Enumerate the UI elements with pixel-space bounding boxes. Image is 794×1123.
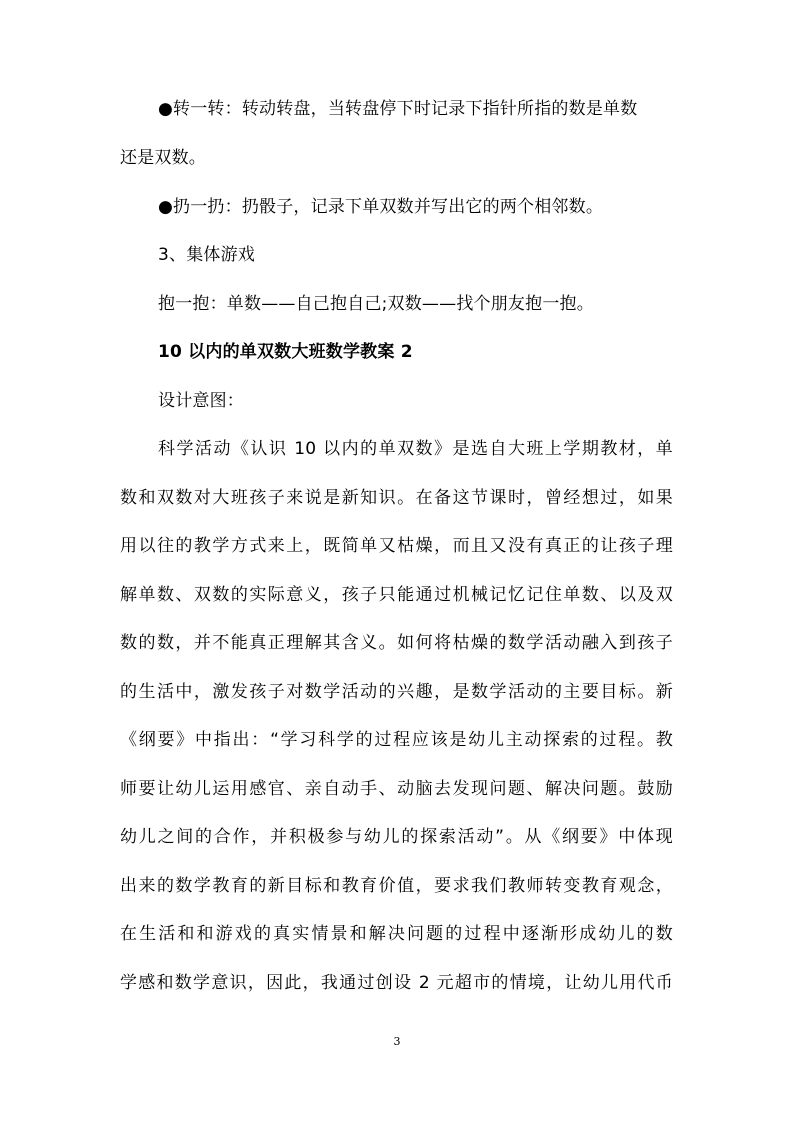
text-line: 出来的数学教育的新目标和教育价值，要求我们教师转变教育观念， — [120, 876, 673, 896]
text-line: 《纲要》中指出：“学习科学的过程应该是幼儿主动探索的过程。教 — [120, 730, 673, 750]
text-line: 数的数，并不能真正理解其含义。如何将枯燥的数学活动融入到孩子 — [120, 633, 673, 653]
page-number: 3 — [393, 1035, 401, 1048]
text-line: 科学活动《认识 10 以内的单双数》是选自大班上学期教材，单 — [158, 439, 673, 459]
text-line: 师要让幼儿运用感官、亲自动手、动脑去发现问题、解决问题。鼓励 — [120, 779, 673, 799]
text-line: 解单数、双数的实际意义，孩子只能通过机械记忆记住单数、以及双 — [120, 585, 673, 605]
section-heading: 3、集体游戏 — [158, 245, 256, 265]
text-line: ●扔一扔：扔骰子，记录下单双数并写出它的两个相邻数。 — [158, 197, 604, 217]
text-line: ●转一转：转动转盘，当转盘停下时记录下指针所指的数是单数 — [158, 99, 638, 119]
text-line: 学感和数学意识，因此，我通过创设 2 元超市的情境，让幼儿用代币 — [120, 973, 673, 993]
text-line: 幼儿之间的合作，并积极参与幼儿的探索活动”。从《纲要》中体现 — [120, 827, 673, 847]
text-line: 数和双数对大班孩子来说是新知识。在备这节课时，曾经想过，如果 — [120, 488, 673, 508]
text-line: 的生活中，激发孩子对数学活动的兴趣，是数学活动的主要目标。新 — [120, 682, 673, 702]
text-line: 抱一抱：单数——自己抱自己;双数——找个朋友抱一抱。 — [158, 294, 594, 314]
subheading: 设计意图： — [158, 391, 244, 411]
lesson-title: 10 以内的单双数大班数学教案 2 — [158, 342, 413, 362]
text-line: 用以往的教学方式来上，既简单又枯燥，而且又没有真正的让孩子理 — [120, 536, 673, 556]
text-line: 还是双数。 — [120, 148, 206, 168]
text-line: 在生活和和游戏的真实情景和解决问题的过程中逐渐形成幼儿的数 — [120, 924, 673, 944]
